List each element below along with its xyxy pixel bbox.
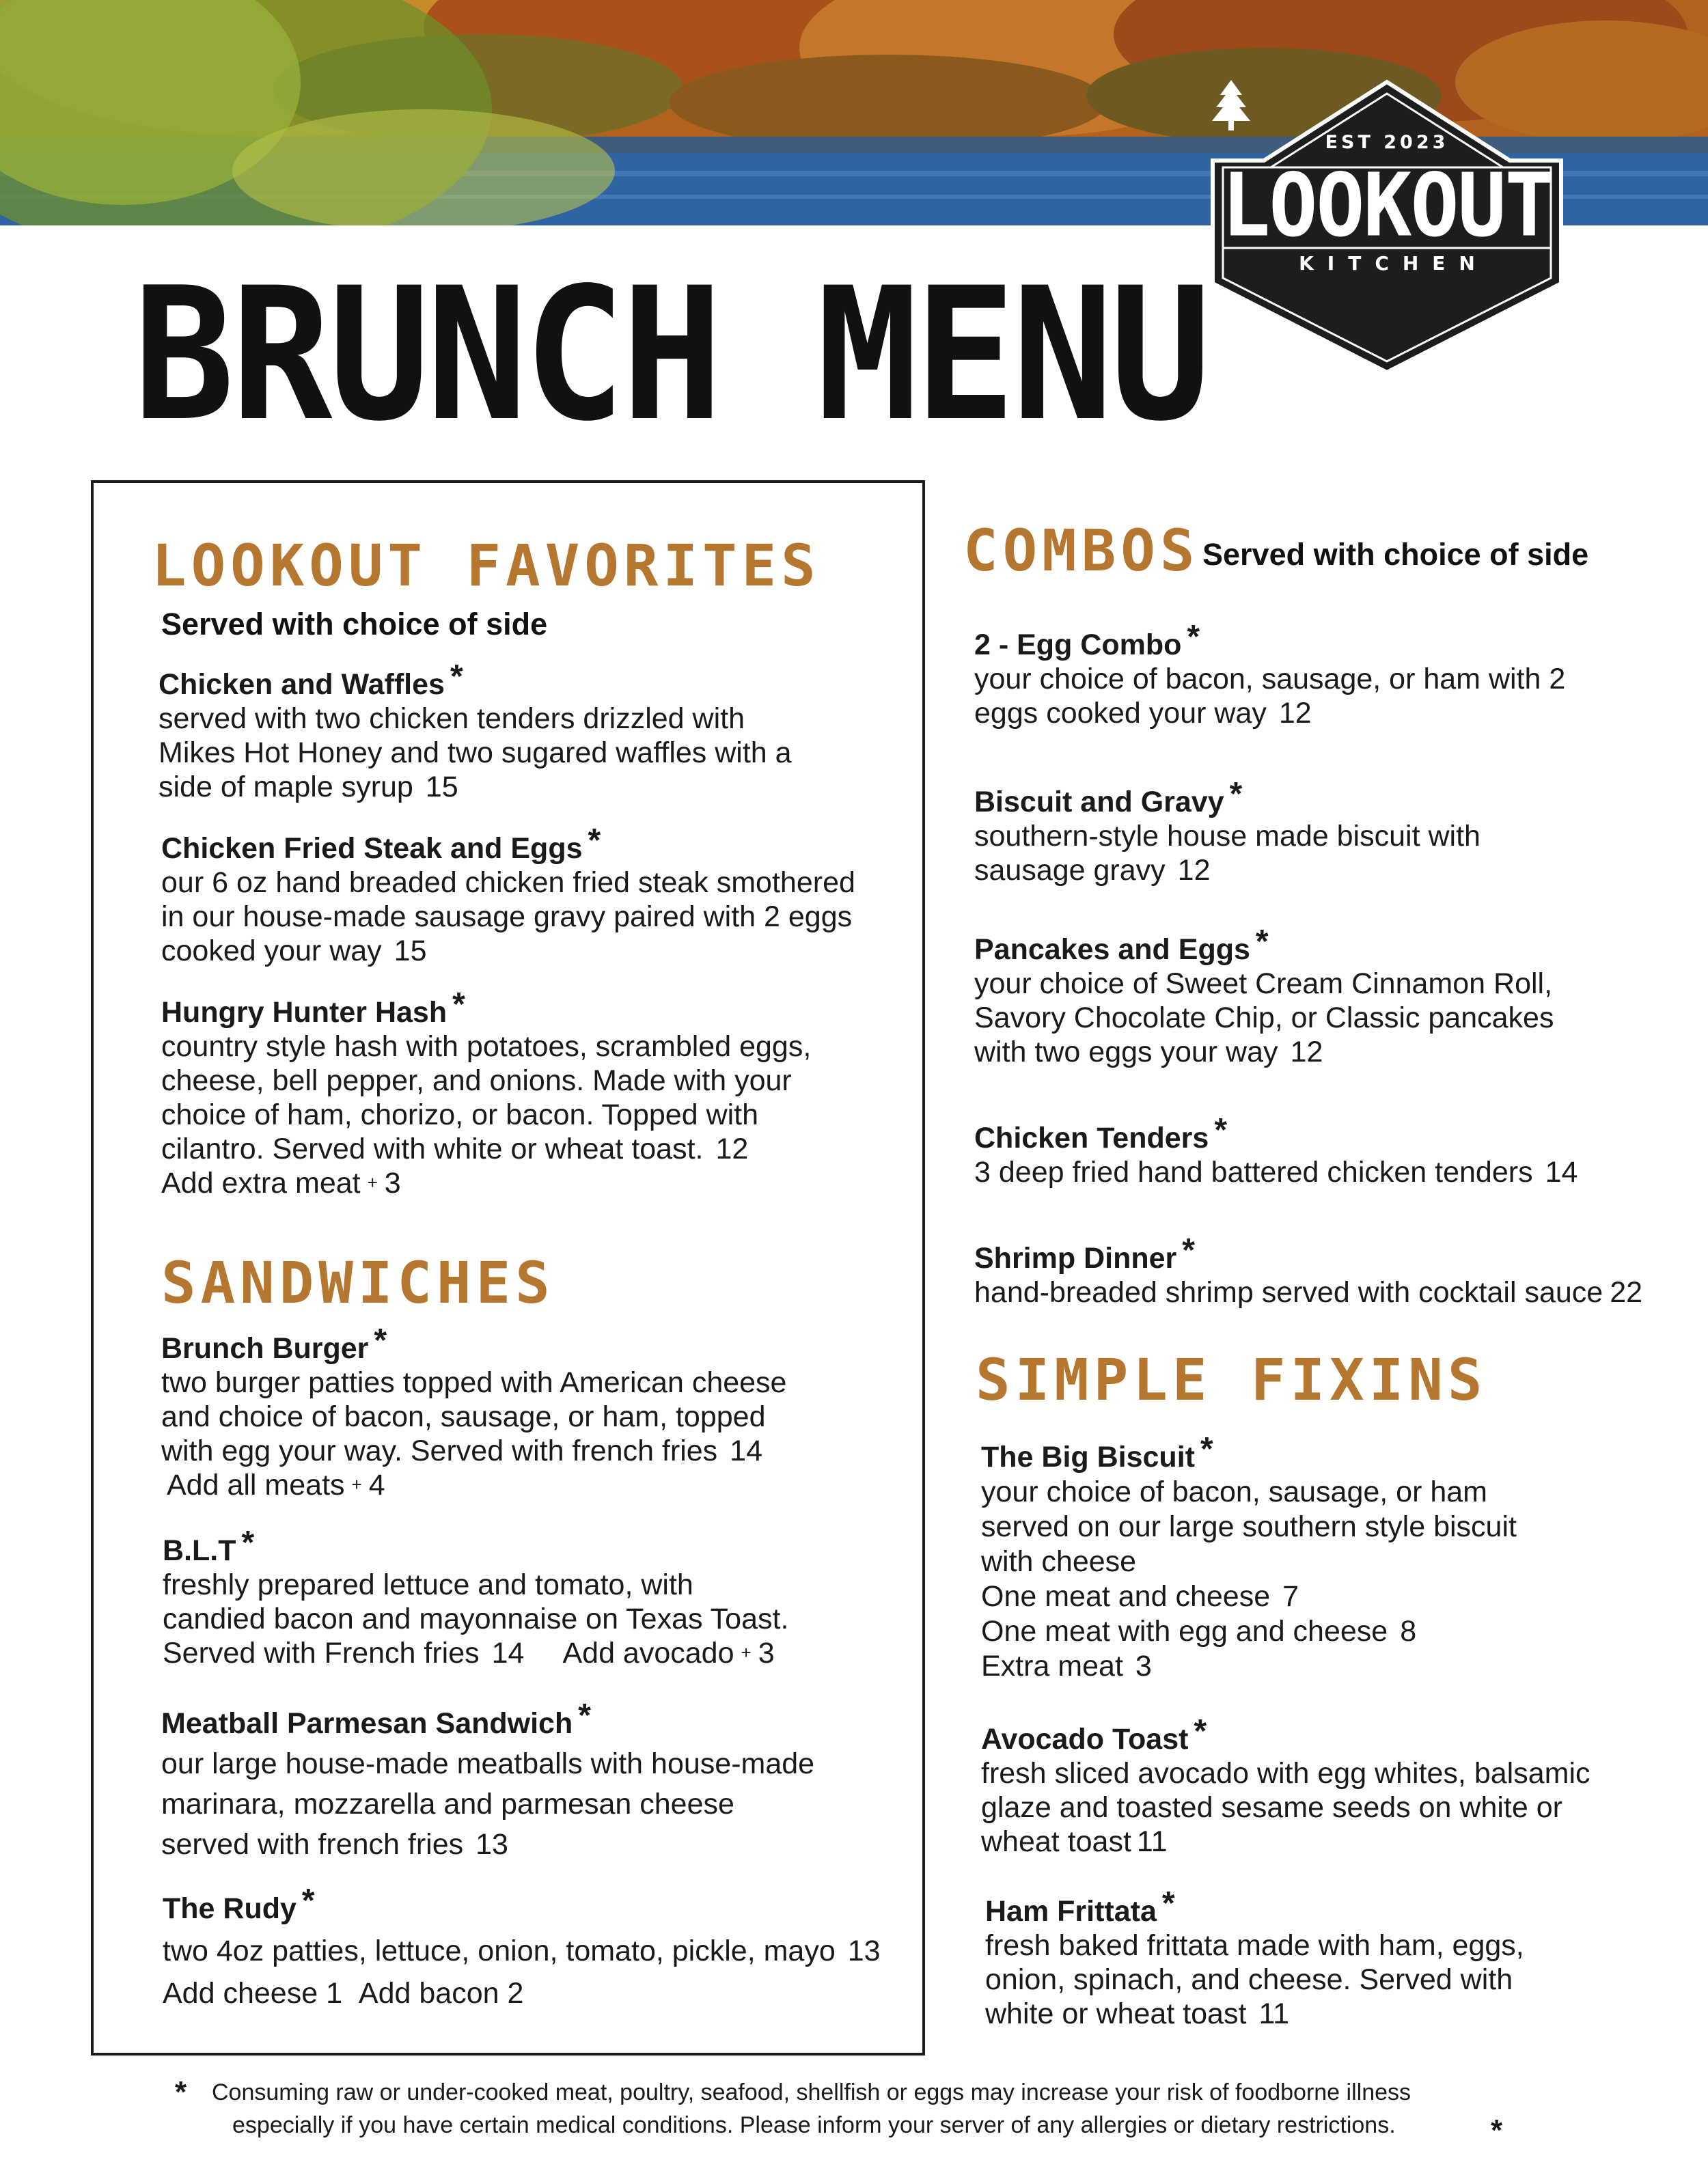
- item-description: your choice of bacon, sausage, or ham served on our large southern style biscuit with cheese: [981, 1476, 1517, 1578]
- addon-price: 3: [384, 1167, 401, 1200]
- item-price: 14: [730, 1435, 763, 1467]
- item-description: country style hash with potatoes, scrambled eggs, cheese, bell pepper, and onions. Made with your choice of ham, chorizo, or bacon. Topped with cilantro. Served with white or wheat toast.: [161, 1030, 812, 1165]
- raw-food-asterisk: *: [1182, 1232, 1195, 1269]
- addon-label: Add extra meat: [161, 1167, 361, 1200]
- item-price: 12: [1177, 854, 1211, 887]
- addon-price: 1: [326, 1977, 342, 2010]
- item-name: 2 - Egg Combo: [974, 628, 1182, 661]
- raw-food-asterisk: *: [1255, 924, 1269, 960]
- menu-item: [163, 1883, 921, 2015]
- disclaimer-text-2: especially if you have certain medical conditions. Please inform your server of any allergies or dietary restrictions.: [232, 2112, 1396, 2138]
- item-name: B.L.T: [163, 1534, 236, 1567]
- item-price: 12: [1290, 1036, 1323, 1068]
- menu-item: [974, 776, 1692, 887]
- raw-food-asterisk: *: [1194, 1713, 1207, 1749]
- plus-sign: +: [741, 1642, 752, 1663]
- addon-label: Add avocado: [562, 1637, 734, 1670]
- raw-food-asterisk: *: [374, 1323, 387, 1359]
- item-price: 15: [394, 935, 427, 967]
- item-name: Ham Frittata: [985, 1895, 1157, 1928]
- plus-sign: +: [367, 1172, 378, 1193]
- item-name: Avocado Toast: [981, 1723, 1189, 1756]
- item-description: southern-style house made biscuit with sausage gravy: [974, 820, 1480, 887]
- section-subtitle-favorites: Served with choice of side: [161, 607, 548, 641]
- option-price: 7: [1282, 1580, 1299, 1613]
- addon-label: Add all meats: [167, 1469, 345, 1501]
- item-price: 14: [491, 1637, 525, 1670]
- section-heading-sandwiches: SANDWICHES: [161, 1249, 555, 1316]
- plus-sign: +: [351, 1474, 362, 1495]
- item-description: two burger patties topped with American cheese and choice of bacon, sausage, or ham, topped with egg your way. Served with french fries: [161, 1366, 787, 1467]
- disclaimer-asterisk: *: [1491, 2114, 1503, 2147]
- item-price: 11: [1258, 1997, 1290, 2030]
- raw-food-asterisk: *: [1187, 619, 1200, 655]
- raw-food-asterisk: *: [301, 1883, 315, 1919]
- menu-item: [161, 986, 913, 1204]
- item-name: Brunch Burger: [161, 1332, 369, 1365]
- menu-item: [161, 1323, 913, 1506]
- option-price: 3: [1135, 1650, 1152, 1683]
- option-label: One meat and cheese: [981, 1580, 1271, 1613]
- item-name: Meatball Parmesan Sandwich: [161, 1707, 573, 1740]
- item-name: Hungry Hunter Hash: [161, 996, 447, 1029]
- menu-item: [161, 1698, 913, 1865]
- item-name: Chicken Fried Steak and Eggs: [161, 832, 583, 865]
- section-subtitle-combos: Served with choice of side: [1202, 537, 1589, 572]
- raw-food-asterisk: *: [452, 986, 465, 1023]
- item-description: fresh sliced avocado with egg whites, balsamic glaze and toasted sesame seeds on white or wheat toast: [981, 1757, 1590, 1858]
- menu-item: [981, 1713, 1698, 1859]
- menu-item: [163, 1525, 914, 1674]
- item-price: 22: [1610, 1276, 1643, 1309]
- menu-item: [985, 1885, 1703, 2031]
- raw-food-asterisk: *: [1161, 1885, 1175, 1922]
- menu-item: [974, 1112, 1698, 1189]
- raw-food-asterisk: *: [588, 822, 601, 859]
- item-price: 12: [1278, 697, 1312, 730]
- item-description: fresh baked frittata made with ham, eggs, onion, spinach, and cheese. Served with white or wheat toast: [985, 1929, 1524, 2030]
- menu-item: [974, 924, 1692, 1069]
- raw-food-asterisk: *: [241, 1525, 255, 1561]
- item-description: hand-breaded shrimp served with cocktail sauce: [974, 1276, 1603, 1309]
- lookout-kitchen-logo: [1209, 79, 1565, 372]
- item-description: two 4oz patties, lettuce, onion, tomato, pickle, mayo: [163, 1935, 836, 1967]
- logo-kitchen: KITCHEN: [1299, 252, 1489, 275]
- raw-food-asterisk: *: [1200, 1431, 1213, 1467]
- page-title: BRUNCH MENU: [133, 249, 1208, 462]
- section-heading-favorites: LOOKOUT FAVORITES: [152, 532, 821, 599]
- logo-established: EST 2023: [1325, 132, 1449, 153]
- addon-price: 2: [507, 1977, 524, 2010]
- raw-food-asterisk: *: [1229, 776, 1243, 812]
- addon-price: 4: [368, 1469, 385, 1501]
- menu-item: [159, 659, 896, 804]
- addon-price: 3: [758, 1637, 775, 1670]
- menu-item: [161, 822, 913, 968]
- item-description: your choice of bacon, sausage, or ham with 2 eggs cooked your way: [974, 663, 1566, 730]
- item-name: The Rudy: [163, 1892, 297, 1925]
- item-price: 11: [1136, 1825, 1168, 1858]
- pine-tree-icon: [1209, 79, 1253, 133]
- item-description: 3 deep fried hand battered chicken tenders: [974, 1156, 1533, 1189]
- item-description: freshly prepared lettuce and tomato, with candied bacon and mayonnaise on Texas Toast. Served with French fries: [163, 1568, 789, 1670]
- disclaimer-asterisk: *: [175, 2075, 187, 2109]
- menu-item: [974, 619, 1692, 730]
- menu-item: [974, 1232, 1705, 1310]
- raw-food-asterisk: *: [450, 659, 463, 695]
- section-heading-combos: COMBOS: [963, 517, 1200, 584]
- item-name: Shrimp Dinner: [974, 1242, 1177, 1275]
- section-heading-fixins: SIMPLE FIXINS: [976, 1346, 1487, 1413]
- addon-label: Add cheese: [163, 1977, 318, 2010]
- item-description: our large house-made meatballs with house-made marinara, mozzarella and parmesan cheese served with french fries: [161, 1747, 815, 1861]
- item-description: served with two chicken tenders drizzled with Mikes Hot Honey and two sugared waffles with a side of maple syrup: [159, 702, 792, 803]
- item-name: Chicken and Waffles: [159, 668, 445, 701]
- item-name: Biscuit and Gravy: [974, 786, 1224, 818]
- raw-food-asterisk: *: [1214, 1112, 1227, 1148]
- option-label: One meat with egg and cheese: [981, 1615, 1388, 1648]
- item-price: 15: [425, 771, 458, 803]
- item-price: 12: [715, 1133, 749, 1165]
- disclaimer-text-1: Consuming raw or under-cooked meat, poultry, seafood, shellfish or eggs may increase your risk of foodborne illness: [212, 2079, 1411, 2105]
- logo-wordmark: LOOKOUT: [1222, 154, 1552, 256]
- item-price: 13: [476, 1828, 508, 1861]
- item-name: The Big Biscuit: [981, 1441, 1195, 1473]
- raw-food-asterisk: *: [578, 1698, 591, 1734]
- item-name: Chicken Tenders: [974, 1122, 1209, 1154]
- addon-label: Add bacon: [358, 1977, 499, 2010]
- item-description: our 6 oz hand breaded chicken fried steak smothered in our house-made sausage gravy paired with 2 eggs cooked your way: [161, 866, 855, 967]
- option-label: Extra meat: [981, 1650, 1123, 1683]
- item-price: 14: [1545, 1156, 1578, 1189]
- item-price: 13: [847, 1935, 881, 1967]
- option-price: 8: [1400, 1615, 1417, 1648]
- item-description: your choice of Sweet Cream Cinnamon Roll, Savory Chocolate Chip, or Classic pancakes with two eggs your way: [974, 967, 1554, 1068]
- menu-item: [981, 1431, 1698, 1684]
- item-name: Pancakes and Eggs: [974, 933, 1250, 966]
